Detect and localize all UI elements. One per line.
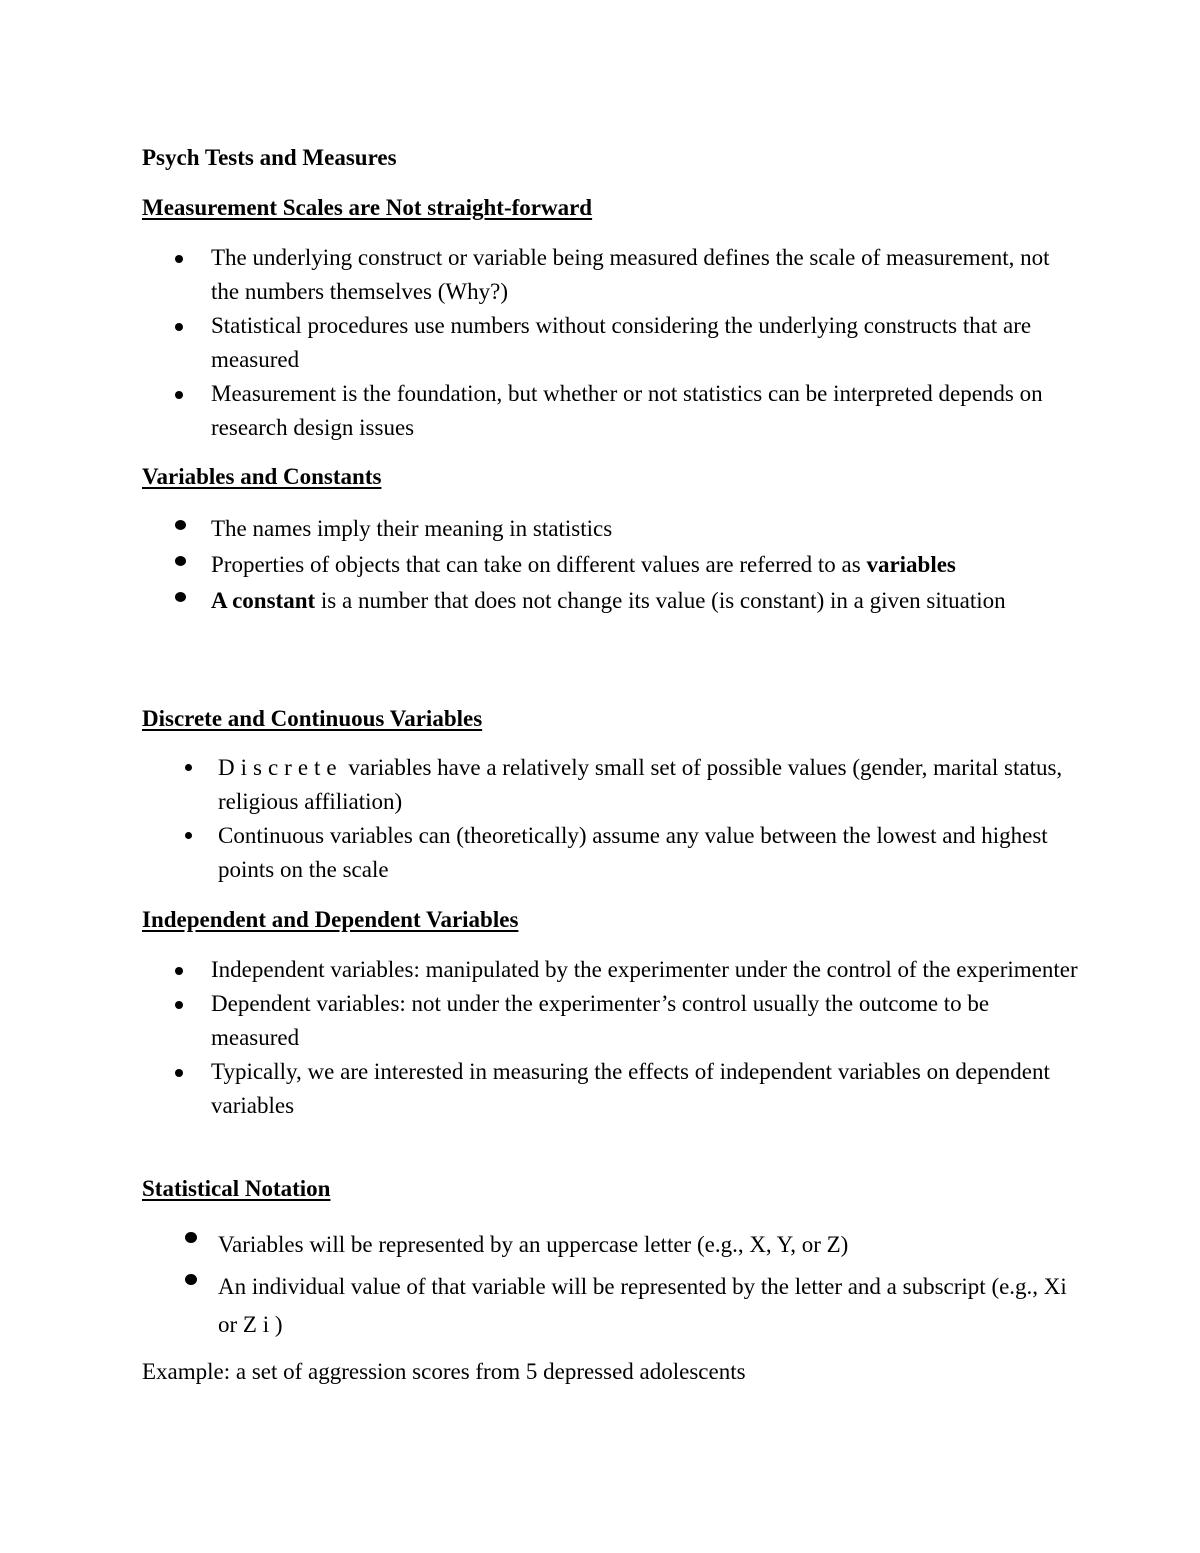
bullet-list-discrete-continuous: [0, 751, 1063, 887]
section-heading-statistical-notation: Statistical Notation: [142, 1176, 331, 1201]
bullet-text-suffix: variables have a relatively small set of possible values (gender, marital status, religious affiliation): [218, 755, 1063, 814]
list-item: Typically, we are interested in measuring the effects of independent variables on dependent variables: [211, 1055, 1081, 1123]
list-item: [211, 547, 1081, 583]
bullet-list-statistical-notation: [0, 1226, 1067, 1344]
list-item: Continuous variables can (theoretically) assume any value between the lowest and highest points on the scale: [218, 819, 1088, 887]
spaced-term-discrete: Discrete: [218, 755, 343, 780]
bullet-dot-icon: [175, 255, 183, 263]
list-item: [211, 583, 1081, 619]
bullet-dot-icon: [175, 592, 186, 602]
list-item: Variables will be represented by an uppercase letter (e.g., X, Y, or Z): [218, 1226, 1088, 1264]
bullet-list-variables-constants: [0, 511, 1006, 619]
list-item: The names imply their meaning in statistics: [211, 511, 1081, 547]
bullet-list-independent-dependent: [0, 953, 1078, 1123]
page-title: Psych Tests and Measures: [142, 145, 397, 170]
list-item: An individual value of that variable will be represented by the letter and a subscript (e.g., Xi or Z i ): [218, 1268, 1088, 1344]
section-heading-independent-dependent: Independent and Dependent Variables: [142, 907, 519, 932]
section-heading-measurement-scales: Measurement Scales are Not straight-forward: [142, 195, 593, 220]
example-line: Example: a set of aggression scores from 5 depressed adolescents: [142, 1359, 746, 1384]
bold-term-constant: A constant: [211, 588, 316, 613]
list-item: The underlying construct or variable being measured defines the scale of measurement, not the numbers themselves (Why?): [211, 241, 1081, 309]
bullet-dot-icon: [175, 967, 183, 975]
bold-term-variables: variables: [866, 552, 956, 577]
bullet-dot-icon: [185, 1232, 197, 1243]
bullet-dot-icon: [175, 520, 186, 530]
bullet-dot-icon: [175, 556, 186, 566]
section-heading-variables-constants: Variables and Constants: [142, 464, 382, 489]
list-item: Dependent variables: not under the experimenter’s control usually the outcome to be measured: [211, 987, 1081, 1055]
bullet-list-measurement-scales: [0, 241, 1050, 445]
bullet-text-suffix: is a number that does not change its value (is constant) in a given situation: [315, 588, 1006, 613]
bullet-text-prefix: Properties of objects that can take on different values are referred to as: [211, 552, 867, 577]
bullet-dot-icon: [175, 1001, 183, 1009]
bullet-dot-icon: [175, 1069, 183, 1077]
bullet-dot-icon: [185, 832, 192, 839]
list-item: [218, 751, 1088, 819]
bullet-dot-icon: [175, 391, 183, 399]
list-item: Statistical procedures use numbers without considering the underlying constructs that are measured: [211, 309, 1081, 377]
list-item: Measurement is the foundation, but whether or not statistics can be interpreted depends on research design issues: [211, 377, 1081, 445]
bullet-dot-icon: [175, 323, 183, 331]
bullet-dot-icon: [185, 1274, 197, 1285]
bullet-dot-icon: [185, 764, 192, 771]
list-item: Independent variables: manipulated by the experimenter under the control of the experimenter: [211, 953, 1081, 987]
section-heading-discrete-continuous: Discrete and Continuous Variables: [142, 706, 483, 731]
